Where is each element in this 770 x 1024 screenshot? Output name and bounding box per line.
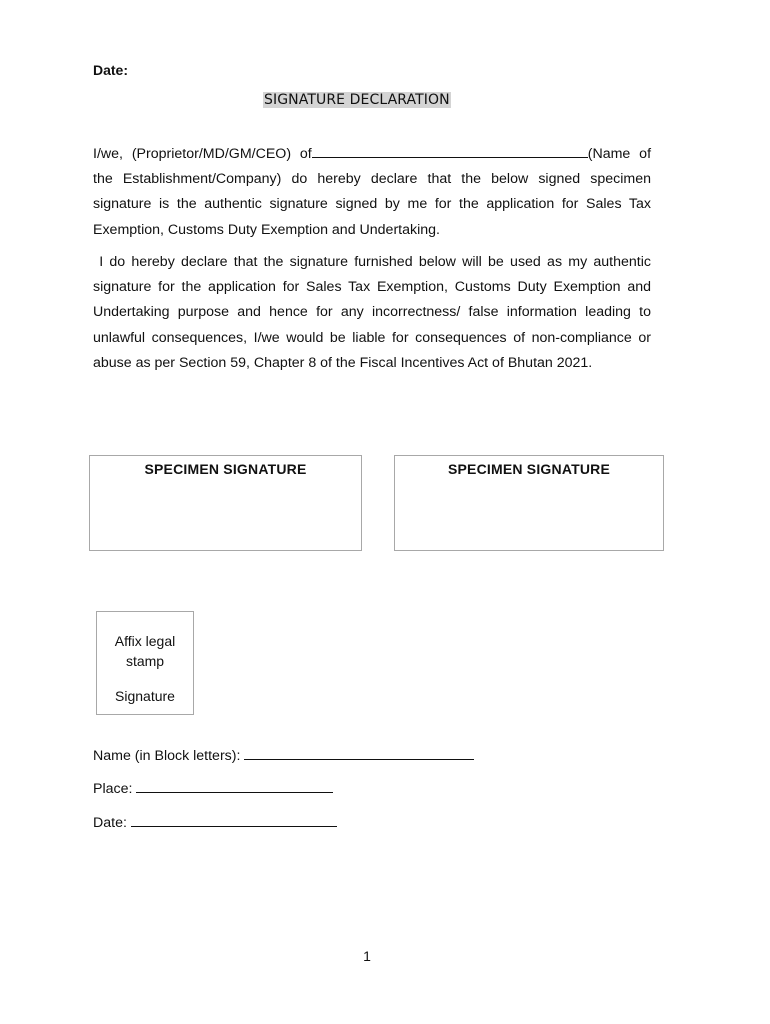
place-field	[93, 778, 333, 797]
specimen-signature-label: SPECIMEN SIGNATURE	[144, 461, 307, 477]
specimen-signature-box-right[interactable]	[394, 455, 664, 551]
stamp-line-1: Affix legal	[114, 633, 176, 649]
place-label: Place:	[93, 781, 133, 797]
date-field	[93, 812, 337, 831]
specimen-signature-box-left[interactable]	[89, 455, 362, 551]
paragraph-1-rest: (Name of the Establishment/Company) do hereby declare that the below signed specimen signature is the authentic signature signed by me for the application for Sales Tax Exemption, Customs Duty Exemption and Undertaking.	[93, 146, 652, 238]
name-blank-line[interactable]	[244, 745, 474, 760]
page-number: 1	[363, 948, 371, 964]
place-blank-line[interactable]	[136, 778, 333, 793]
date-heading: Date:	[93, 62, 129, 78]
stamp-signature-label: Signature	[115, 688, 175, 704]
declaration-paragraph-2	[93, 250, 651, 376]
establishment-name-blank[interactable]	[312, 145, 588, 158]
paragraph-1-prefix: I/we, (Proprietor/MD/GM/CEO) of	[93, 146, 312, 162]
legal-stamp-box[interactable]	[96, 611, 194, 715]
document-title: SIGNATURE DECLARATION	[264, 92, 450, 108]
declaration-paragraph-1	[93, 142, 651, 243]
stamp-line-2: stamp	[125, 653, 165, 669]
stamp-instruction	[97, 631, 193, 671]
name-field	[93, 745, 474, 764]
date-blank-line[interactable]	[131, 812, 337, 827]
paragraph-2-text: I do hereby declare that the signature furnished below will be used as my authentic signature for the application for Sales Tax Exemption, Customs Duty Exemption and Undertaking purpose and hence for any incorrectness/ false information leading to unlawful consequences, I/we would be liable for consequences of non-compliance or abuse as per Section 59, Chapter 8 of the Fiscal Incentives Act of Bhutan 2021.	[93, 254, 651, 371]
specimen-signature-label: SPECIMEN SIGNATURE	[447, 461, 611, 477]
name-label: Name (in Block letters):	[93, 748, 241, 764]
date-label: Date:	[93, 815, 127, 831]
